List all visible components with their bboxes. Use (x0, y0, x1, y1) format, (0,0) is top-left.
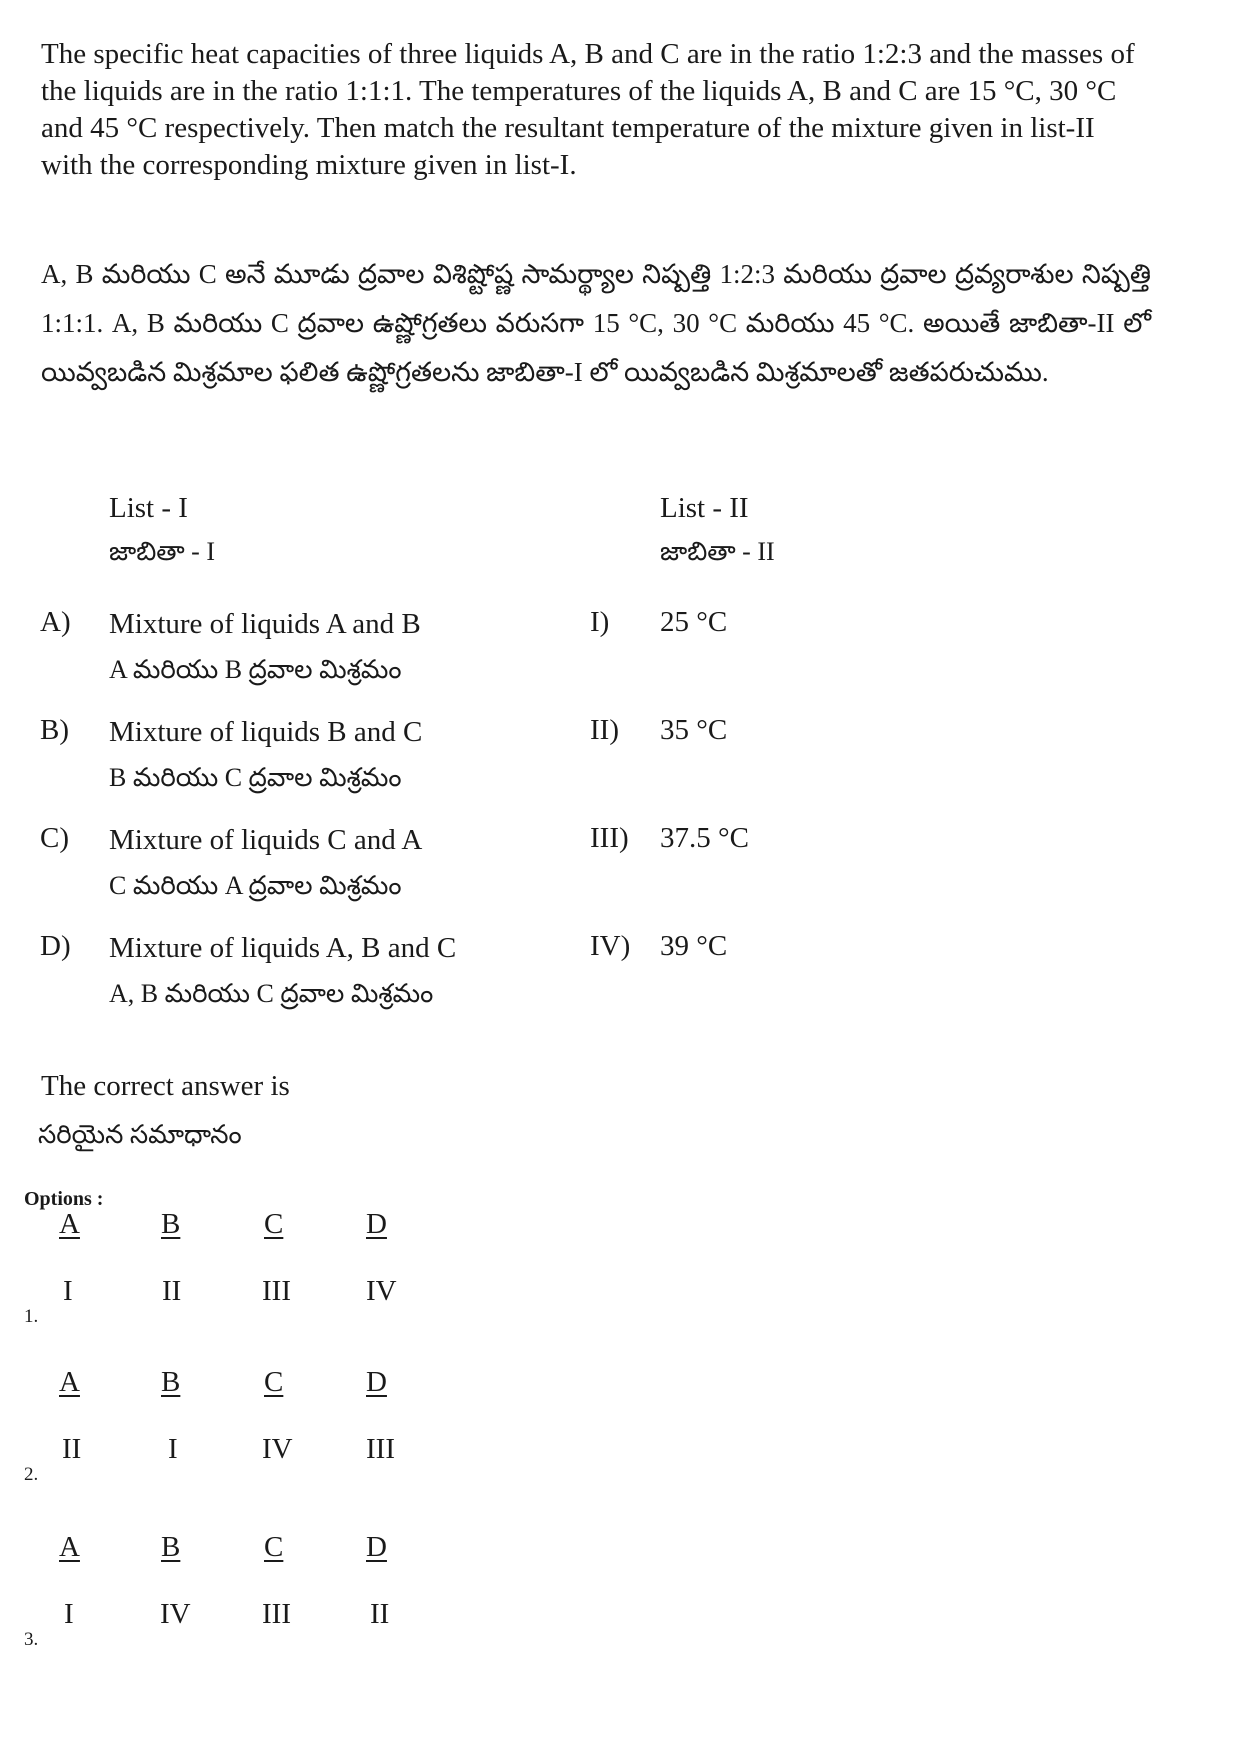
option-2-header-d: D (366, 1366, 387, 1398)
option-3-header-b: B (161, 1531, 181, 1563)
question-text-english: The specific heat capacities of three liquids A, B and C are in the ratio 1:2:3 and the masses of the liquids are in the ratio 1:1:1. The temperatures of the liquids A, B and C are 15 °C, 30 °C and 45 °C respectively. Then match the resultant temperature of the mixture given in list-II with the corresponding mixture given in list-I. (41, 38, 1135, 181)
options-label: Options : (24, 1188, 104, 1210)
list1-item-b-english: Mixture of liquids B and C (109, 716, 423, 748)
option-3-header-d: D (366, 1531, 387, 1563)
option-1-header-a: A (59, 1208, 80, 1240)
option-3[interactable] (0, 1531, 500, 1661)
list2-item-ii: 35 °C (660, 714, 728, 746)
list1-item-a-english: Mixture of liquids A and B (109, 608, 421, 640)
list2-title: List - II (660, 492, 749, 524)
option-3-header-a: A (59, 1531, 80, 1563)
option-3-value-b: IV (160, 1598, 191, 1630)
list1-key-d: D) (40, 930, 71, 962)
option-2-number: 2. (24, 1464, 39, 1485)
list1-item-c-english: Mixture of liquids C and A (109, 824, 423, 856)
option-2[interactable] (0, 1366, 500, 1496)
list1-key-a: A) (40, 606, 71, 638)
option-2-header-c: C (264, 1366, 284, 1398)
option-1-number: 1. (24, 1306, 39, 1327)
option-1-header-b: B (161, 1208, 181, 1240)
question-text-telugu: A, B మరియు C అనే మూడు ద్రవాల విశిష్టోష్ణ సామర్థ్యాల నిష్పత్తి 1:2:3 మరియు ద్రవాల ద్రవ్యరాశుల నిష్పత్తి 1:1:1. A, B మరియు C ద్రవాల ఉష్ణోగ్రతలు వరుసగా 15 °C, 30 °C మరియు 45 °C. అయితే జాబితా-II లో యివ్వబడిన మిశ్రమాల ఫలిత ఉష్ణోగ్రతలను జాబితా-I లో యివ్వబడిన మిశ్రమాలతో జతపరుచుము. (41, 259, 1151, 387)
list2-key-iii: III) (590, 822, 629, 854)
list2-item-iv: 39 °C (660, 930, 728, 962)
list1-key-b: B) (40, 714, 69, 746)
list2-item-i: 25 °C (660, 606, 728, 638)
list1-item-b (109, 714, 422, 796)
option-1-value-b: II (162, 1275, 182, 1307)
option-2-header-a: A (59, 1366, 80, 1398)
option-1-value-c: III (262, 1275, 291, 1307)
list2-key-i: I) (590, 606, 610, 638)
list1-item-a-telugu: A మరియు B ద్రవాల మిశ్రమం (109, 655, 402, 684)
option-2-value-d: III (366, 1433, 395, 1465)
list1-item-b-telugu: B మరియు C ద్రవాల మిశ్రమం (109, 763, 402, 792)
option-2-header-b: B (161, 1366, 181, 1398)
option-2-value-a: II (62, 1433, 82, 1465)
option-3-value-a: I (64, 1598, 74, 1630)
list1-item-d (109, 930, 456, 1012)
list2-key-iv: IV) (590, 930, 631, 962)
list1-title-telugu: జాబితా - I (109, 537, 215, 566)
option-3-header-c: C (264, 1531, 284, 1563)
option-1-header-c: C (264, 1208, 284, 1240)
list1-item-d-telugu: A, B మరియు C ద్రవాల మిశ్రమం (109, 979, 434, 1008)
list1-item-c-telugu: C మరియు A ద్రవాల మిశ్రమం (109, 871, 402, 900)
list2-item-iii: 37.5 °C (660, 822, 749, 854)
list1-item-a (109, 606, 421, 688)
option-1-header-d: D (366, 1208, 387, 1240)
option-3-number: 3. (24, 1629, 39, 1650)
option-1-value-d: IV (366, 1275, 397, 1307)
list1-key-c: C) (40, 822, 69, 854)
option-2-value-c: IV (262, 1433, 293, 1465)
list1-item-c (109, 822, 422, 904)
option-1[interactable] (0, 1208, 500, 1338)
list1-title: List - I (109, 492, 188, 524)
list2-key-ii: II) (590, 714, 619, 746)
option-3-value-d: II (370, 1598, 390, 1630)
answer-prompt-telugu: సరియైన సమాధానం (38, 1120, 242, 1149)
answer-prompt: The correct answer is (41, 1070, 290, 1102)
option-1-value-a: I (63, 1275, 73, 1307)
list2-title-telugu: జాబితా - II (660, 537, 775, 566)
option-2-value-b: I (168, 1433, 178, 1465)
list1-item-d-english: Mixture of liquids A, B and C (109, 932, 457, 964)
option-3-value-c: III (262, 1598, 291, 1630)
